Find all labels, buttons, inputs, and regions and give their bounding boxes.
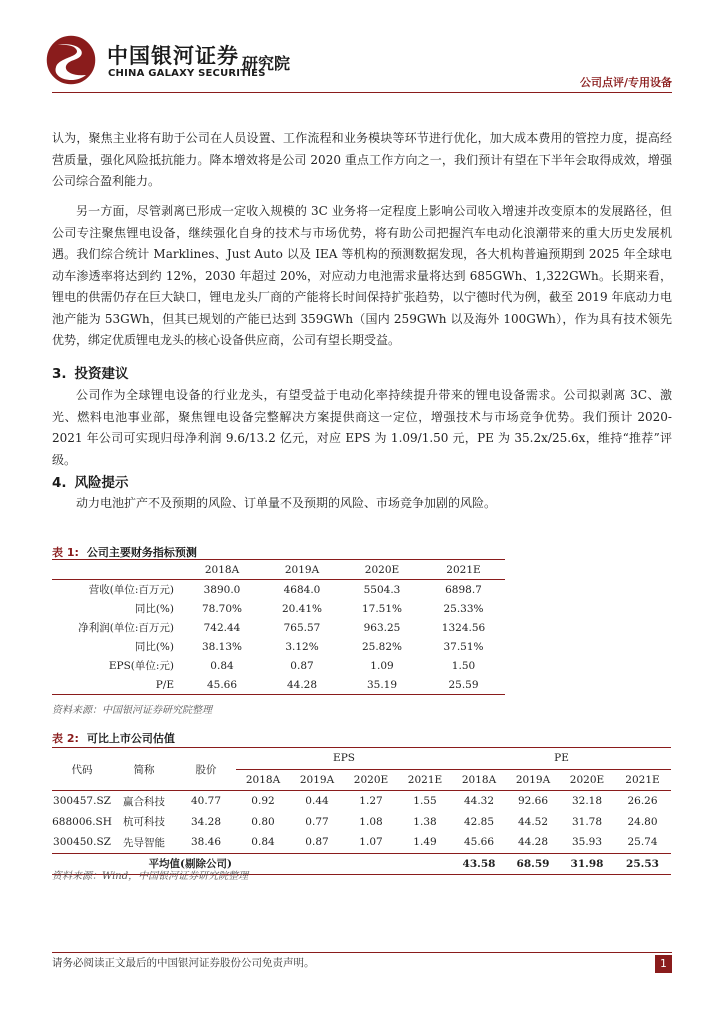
footer-rule <box>52 952 672 953</box>
table-row <box>52 832 671 853</box>
table-cell: 25.74 <box>627 836 658 849</box>
table-row <box>52 675 505 695</box>
table-cell: 45.66 <box>206 678 238 691</box>
average-value: 31.98 <box>570 857 604 870</box>
column-group-eps: EPS <box>236 748 452 770</box>
table-cell: 300450.SZ <box>53 836 111 849</box>
table-1-source: 资料来源：中国银河证券研究院整理 <box>52 705 212 716</box>
table-1-label: 表 1: <box>52 546 79 559</box>
table-cell: 0.84 <box>210 659 234 672</box>
table-cell: 1324.56 <box>441 621 486 634</box>
table-cell: 0.87 <box>290 659 314 672</box>
average-value: 68.59 <box>516 857 550 870</box>
table-cell: 20.41% <box>281 602 323 615</box>
row-label: 营收(单位:百万元) <box>88 584 174 596</box>
table-cell: 1.38 <box>413 815 437 828</box>
table-row <box>52 656 505 675</box>
table-cell: 1.09 <box>370 659 394 672</box>
year-header: 2019A <box>299 773 335 786</box>
section-4-title: 风险提示 <box>74 475 129 491</box>
table-cell: 92.66 <box>517 795 549 808</box>
table-cell: 5504.3 <box>363 583 401 596</box>
table-cell: 1.08 <box>359 815 383 828</box>
table-cell: 杭可科技 <box>123 816 165 829</box>
table-cell: 38.46 <box>190 836 222 849</box>
table-cell: 1.07 <box>359 836 383 849</box>
column-header-name: 简称 <box>133 763 155 776</box>
table-cell: 37.51% <box>443 640 484 653</box>
table-row <box>52 580 505 600</box>
row-label: 同比(%) <box>134 603 174 615</box>
table-cell: 35.19 <box>366 678 398 691</box>
report-type: 公司点评/专用设备 <box>579 76 672 89</box>
column-header-code: 代码 <box>71 763 93 776</box>
table-cell: 78.70% <box>201 602 243 615</box>
column-group-pe: PE <box>452 748 671 770</box>
financial-forecast-table <box>52 559 505 695</box>
table-cell: 44.28 <box>286 678 318 691</box>
header-rule <box>52 92 672 93</box>
page-header <box>0 0 724 95</box>
table-cell: 26.26 <box>627 795 658 808</box>
table-cell: 1.55 <box>413 795 437 808</box>
table-header-cell: 2018A <box>204 563 240 576</box>
table-cell: 32.18 <box>571 795 603 808</box>
table-cell: 300457.SZ <box>53 795 111 808</box>
table-cell: 赢合科技 <box>123 795 165 808</box>
table-cell: 765.57 <box>283 621 321 634</box>
table-cell: 0.92 <box>251 795 275 808</box>
page-number: 1 <box>655 955 672 973</box>
table-cell: 0.77 <box>305 815 329 828</box>
table-cell: 42.85 <box>463 815 495 828</box>
table-cell: 44.52 <box>517 815 549 828</box>
table-cell: 0.44 <box>305 795 329 808</box>
section-3-number: 3. <box>52 366 67 382</box>
column-header-price: 股价 <box>195 763 217 776</box>
table-cell: 44.28 <box>517 836 549 849</box>
table-cell: 25.33% <box>443 602 484 615</box>
year-header: 2018A <box>245 773 281 786</box>
table-header-cell: 2020E <box>364 563 400 576</box>
table-row <box>52 637 505 656</box>
table-cell: 6898.7 <box>445 583 482 596</box>
table-cell: 31.78 <box>571 815 603 828</box>
section-3-title: 投资建议 <box>74 366 129 382</box>
row-label: 同比(%) <box>134 641 174 653</box>
table-2-label: 表 2: <box>52 732 79 745</box>
table-row <box>52 599 505 618</box>
footer-disclaimer: 请务必阅读正文最后的中国银河证券股份公司免责声明。 <box>52 957 315 969</box>
year-header: 2020E <box>353 773 389 786</box>
paragraph-1: 认为，聚焦主业将有助于公司在人员设置、工作流程和业务模块等环节进行优化，加大成本费用的管控力度，提高经营质量，强化风险抵抗能力。降本增效将是公司 2020 重点工作方向之一，我们预计有望在下半年会取得成效，增强公司综合盈利能力。 <box>52 131 672 188</box>
table-cell: 1.50 <box>451 659 476 672</box>
table-cell: 35.93 <box>571 836 603 849</box>
table-cell: 0.84 <box>251 836 275 849</box>
table-row <box>52 812 671 833</box>
table-cell: 25.59 <box>448 678 479 691</box>
row-label: EPS(单位:元) <box>108 660 174 672</box>
table-header-cell: 2021E <box>446 563 481 576</box>
table-1-title <box>52 544 197 560</box>
table-cell: 0.80 <box>251 815 275 828</box>
peer-valuation-table <box>52 747 671 875</box>
year-header: 2021E <box>407 773 443 786</box>
table-cell <box>398 853 452 875</box>
table-cell: 4684.0 <box>283 583 321 596</box>
table-row <box>52 618 505 637</box>
table-cell: 38.13% <box>201 640 243 653</box>
row-label: 净利润(单位:百万元) <box>78 622 174 634</box>
table-cell: 40.77 <box>190 795 222 808</box>
table-cell: 0.87 <box>305 836 329 849</box>
paragraph-4: 动力电池扩产不及预期的风险、订单量不及预期的风险、市场竞争加剧的风险。 <box>76 496 497 510</box>
table-cell: 24.80 <box>627 815 658 828</box>
table-header-row <box>52 560 505 580</box>
section-4-heading <box>52 471 129 491</box>
table-cell: 742.44 <box>203 621 241 634</box>
table-2-title-text: 可比上市公司估值 <box>86 732 175 745</box>
table-cell: 45.66 <box>463 836 495 849</box>
table-header-cell: 2019A <box>284 563 320 576</box>
brand-name-en: CHINA GALAXY SECURITIES <box>108 68 266 79</box>
section-3-heading <box>52 362 129 382</box>
table-cell: 963.25 <box>363 621 401 634</box>
average-value: 25.53 <box>626 857 659 870</box>
table-cell: 3890.0 <box>203 583 241 596</box>
table-row <box>52 791 671 812</box>
brand-name-cn: 中国银河证券 <box>107 44 239 68</box>
row-label: P/E <box>155 678 174 691</box>
table-cell: 先导智能 <box>123 836 165 849</box>
table-cell: 1.27 <box>359 795 383 808</box>
year-header: 2018A <box>461 773 497 786</box>
table-header-cell <box>52 560 182 580</box>
table-cell: 44.32 <box>463 795 495 808</box>
paragraph-3: 公司作为全球锂电设备的行业龙头，有望受益于电动化率持续提升带来的锂电设备需求。公司拟剥离 3C、激光、燃料电池事业部，聚焦锂电设备完整解决方案提供商这一定位，增强技术与市场竞争优势。我们预计 2020-2021 年公司可实现归母净利润 9.6/13.2 亿元，对应 EPS 为 1.09/1.50 元，PE 为 35.2x/25.6x，维持“推荐”评级。 <box>52 388 672 467</box>
table-cell: 17.51% <box>361 602 403 615</box>
table-2-title <box>52 730 175 746</box>
table-header-row <box>52 748 671 770</box>
brand-department: 研究院 <box>242 54 291 73</box>
table-cell: 25.82% <box>361 640 403 653</box>
table-cell: 3.12% <box>285 640 319 653</box>
average-label: 平均值(剔除公司) <box>148 858 232 871</box>
table-cell <box>290 853 344 875</box>
china-galaxy-logo-icon <box>44 33 98 87</box>
year-header: 2019A <box>515 773 551 786</box>
section-4-number: 4. <box>52 475 67 491</box>
average-value: 43.58 <box>462 857 496 870</box>
year-header: 2021E <box>625 773 660 786</box>
table-cell <box>344 853 398 875</box>
year-header: 2020E <box>569 773 605 786</box>
table-cell: 1.49 <box>413 836 437 849</box>
table-cell: 34.28 <box>190 815 222 828</box>
paragraph-2: 另一方面，尽管剥离已形成一定收入规模的 3C 业务将一定程度上影响公司收入增速并改变原本的发展路径，但公司专注聚焦锂电设备，继续强化自身的技术与市场优势，将有助公司把握汽车电动化浪潮带来的重大历史发展机遇。我们综合统计 Marklines、Just Auto 以及 IEA 等机构的预测数据发现，各大机构普遍预期到 2025 年全球电动车渗透率将达到约 12%，2030 年超过 20%，对应动力电池需求量将达到 685GWh、1,322GWh。长期来看，锂电的供需仍存在巨大缺口，锂电龙头厂商的产能将长时间保持扩张趋势，以宁德时代为例，截至 2019 年底动力电池产能为 53GWh，但其已规划的产能已达到 359GWh（国内 259GWh 以及海外 100GWh），作为具有技术领先优势，绑定优质锂电龙头的核心设备供应商，公司有望长期受益。 <box>52 204 672 347</box>
table-2-source: 资料来源：Wind，中国银河证券研究院整理 <box>52 871 249 882</box>
table-1-title-text: 公司主要财务指标预测 <box>86 546 197 559</box>
table-cell: 688006.SH <box>52 815 112 828</box>
